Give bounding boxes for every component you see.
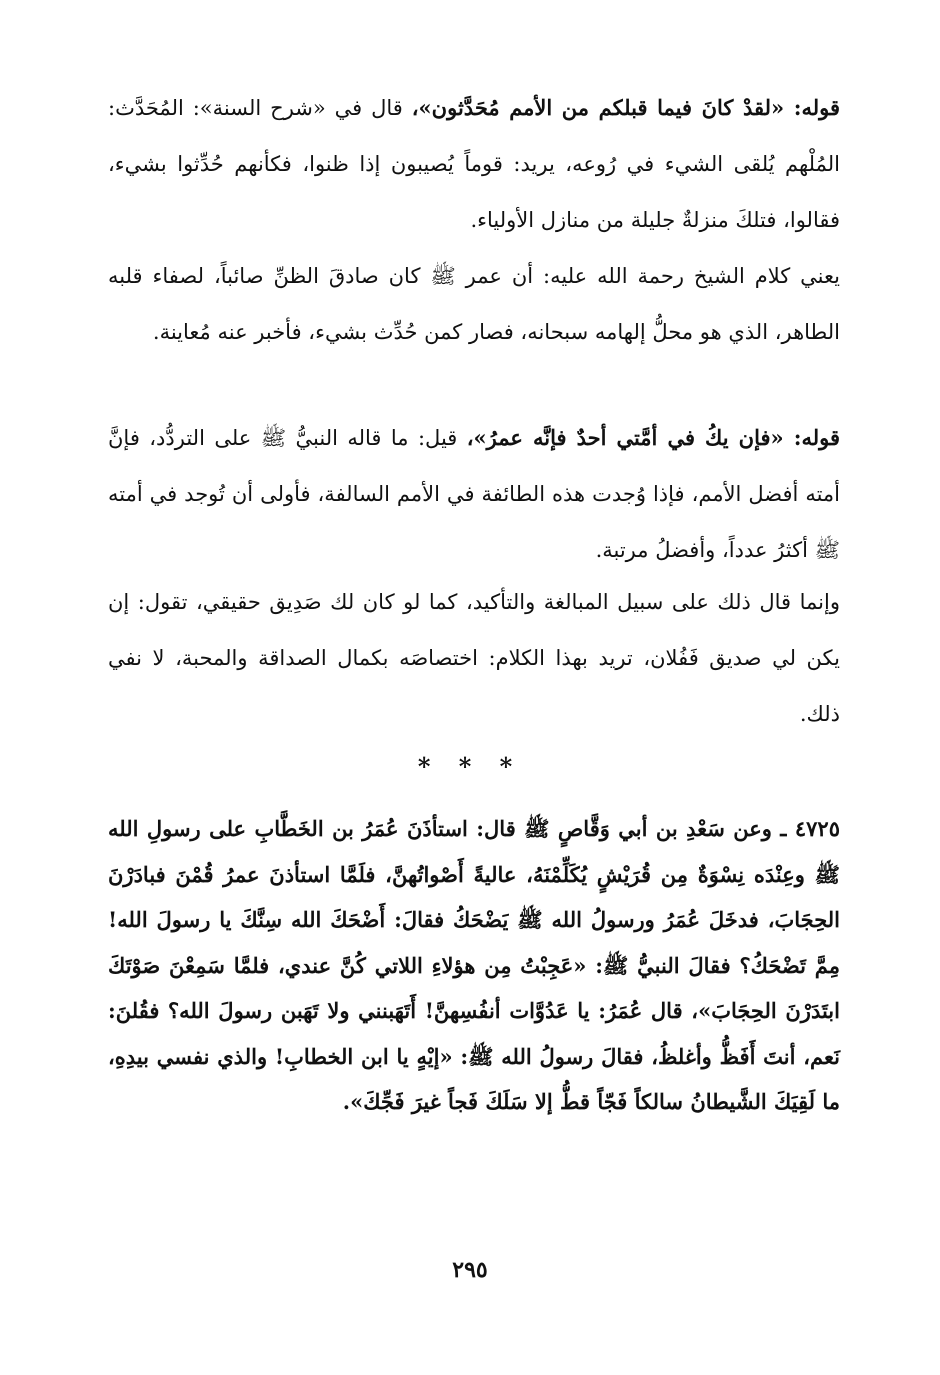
- commentary-text: قال في «شرح السنة»: المُحَدَّث: المُلْهم يُلقى الشيء في رُوعه، يريد: قوماً يُصيبون إذا ظنوا، فكأنهم حُدِّثوا بشيء، فقالوا، فتلكَ منزلةٌ جليلة من منازل الأولياء.: [108, 96, 840, 232]
- commentary-paragraph-1: [108, 80, 840, 248]
- paragraph-text: [108, 248, 840, 360]
- hadith-block: [108, 806, 840, 1125]
- commentary-paragraph-2: [108, 248, 840, 360]
- hadith-text: ٤٧٢٥ ـ وعن سَعْدِ بن أبي وَقَّاصٍ ﷺ قال: استأذَنَ عُمَرُ بن الخَطَّابِ على رسولِ الله ﷺ وعِنْدَه نِسْوَةٌ مِن قُرَيْشٍ يُكَلِّمْنَهُ، عاليةً أَصْواتُهنَّ، فلَمَّا استأذنَ عمرُ قُمْنَ فبادَرْنَ الحِجَابَ، فدخَلَ عُمَرُ ورسولُ الله ﷺ يَضْحَكُ فقالَ: أَضْحَكَ الله سِنَّكَ يا رسولَ الله! مِمَّ تَضْحَكُ؟ فقالَ النبيُّ ﷺ: «عَجِبْتُ مِن هؤلاءِ اللاتي كُنَّ عندي، فلمَّا سَمِعْنَ صَوْتَكَ ابتَدَرْنَ الحِجَابَ»، قال عُمَرُ: يا عَدُوَّات أنفُسِهنَّ! أَتَهَبنني ولا تَهَبن رسولَ الله؟ فقُلنَ: نَعم، أنتَ أَفَظُّ وأغلظُ، فقالَ رسولُ الله ﷺ: «إيْهٍ يا ابن الخطابِ! والذي نفسي بيدِهِ، ما لَقِيَكَ الشَّيطانُ سالكاً فَجّاً قطُّ إلا سَلَكَ فَجاً غيرَ فَجِّكَ».: [108, 816, 840, 1114]
- paragraph-text: [108, 80, 840, 248]
- paragraph-text: [108, 574, 840, 742]
- quoted-phrase: قوله: «لقدْ كانَ فيما قبلكم من الأمم مُحَدَّثون»،: [411, 95, 840, 120]
- section-separator: * * *: [417, 752, 523, 781]
- quoted-phrase: قوله: «فإن يكُ في أمَّتي أحدٌ فإنَّه عمرُ»،: [466, 425, 840, 450]
- commentary-text: قيل: ما قاله النبيُّ ﷺ على التردُّد، فإنَّ أمته أفضل الأمم، فإذا وُجدت هذه الطائفة في الأمم السالفة، فأولى أن تُوجد في أمته ﷺ أكثرُ عدداً، وأفضلُ مرتبة.: [108, 426, 840, 562]
- commentary-text: يعني كلام الشيخ رحمة الله عليه: أن عمر ﷺ كان صادقَ الظنِّ صائباً، لصفاء قلبه الطاهر، الذي هو محلُّ إلهامه سبحانه، فصار كمن حُدِّث بشيء، فأخبر عنه مُعاينة.: [108, 264, 840, 344]
- commentary-text: وإنما قال ذلك على سبيل المبالغة والتأكيد، كما لو كان لك صَدِيق حقيقي، تقول: إن يكن لي صديق فَفُلان، تريد بهذا الكلام: اختصاصَه بكمال الصداقة والمحبة، لا نفي ذلك.: [108, 590, 840, 726]
- commentary-paragraph-4: [108, 574, 840, 742]
- page-number: ٢٩٥: [452, 1257, 488, 1283]
- paragraph-text: [108, 410, 840, 578]
- commentary-paragraph-3: [108, 410, 840, 578]
